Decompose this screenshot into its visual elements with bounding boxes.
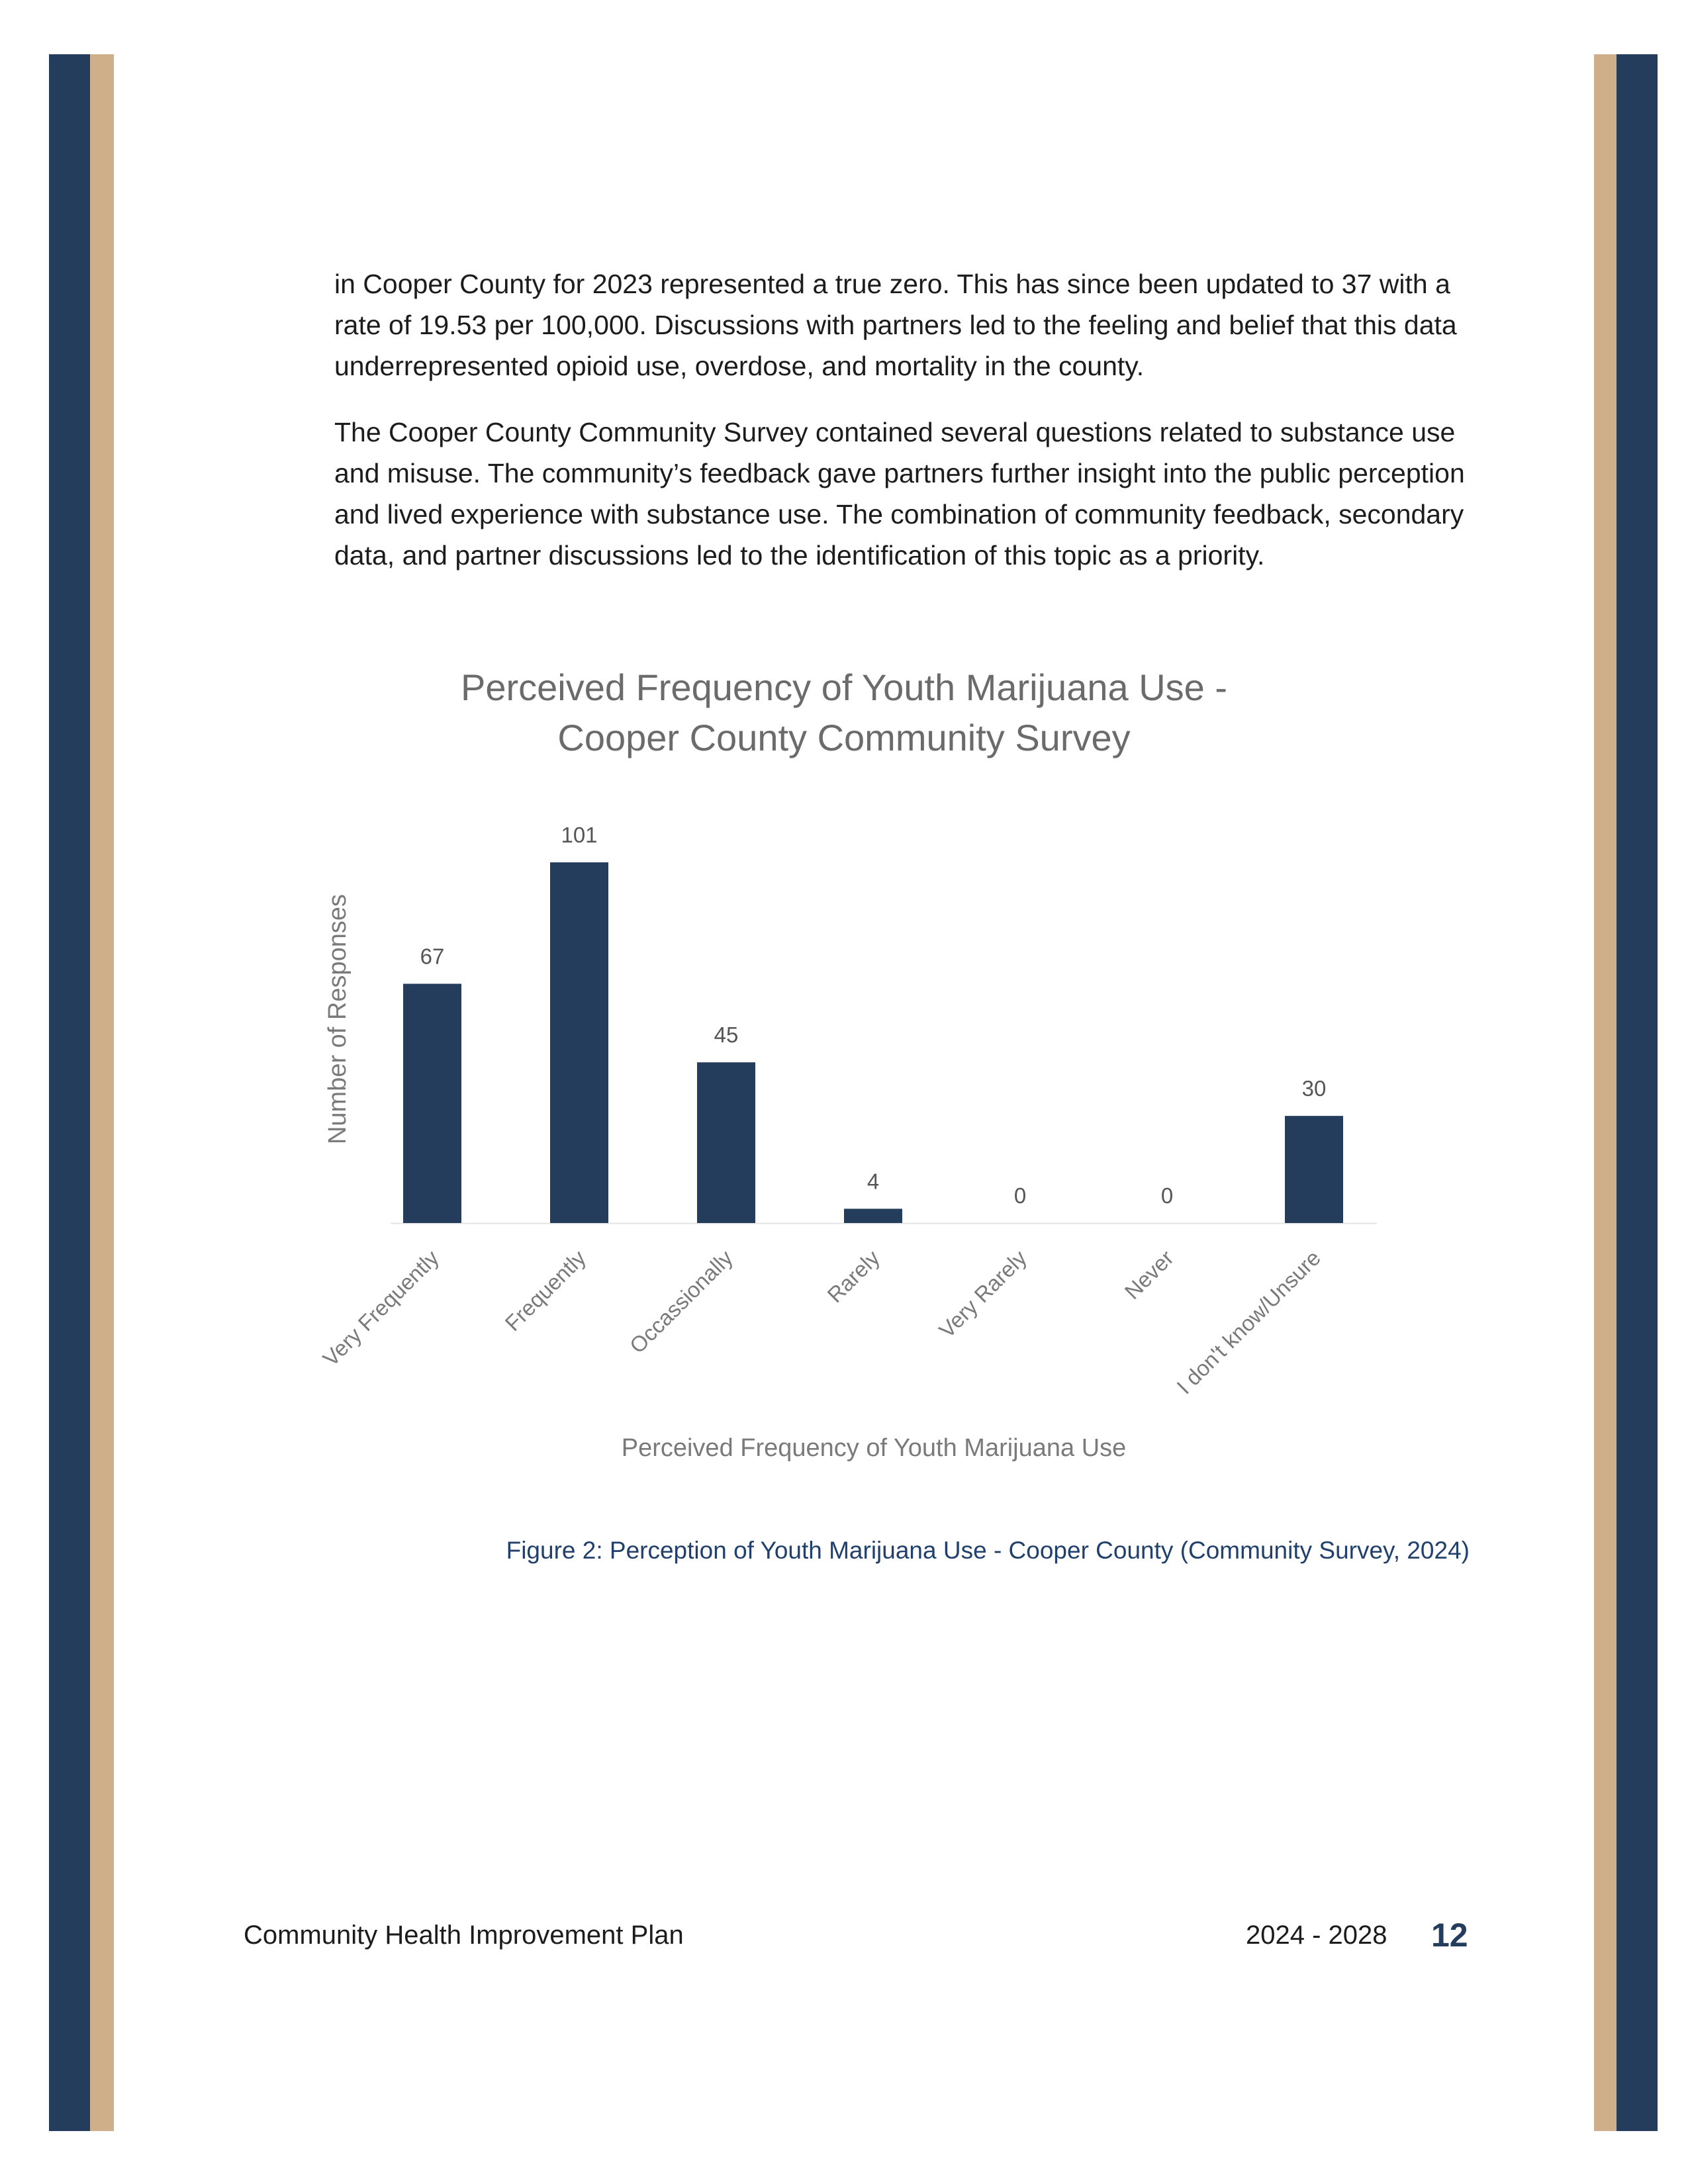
x-tick-label: Frequently bbox=[500, 1245, 590, 1336]
x-axis-label: Perceived Frequency of Youth Marijuana Use bbox=[621, 1434, 1127, 1462]
data-label: 101 bbox=[561, 823, 598, 847]
bar bbox=[550, 862, 608, 1223]
x-tick-label: Very Frequently bbox=[318, 1245, 444, 1371]
x-tick-label: Rarely bbox=[822, 1245, 884, 1308]
chart-title-line-1: Perceived Frequency of Youth Marijuana Use - bbox=[461, 666, 1227, 708]
x-tick-label: I don't know/Unsure bbox=[1172, 1245, 1325, 1399]
body-paragraph-2: The Cooper County Community Survey contained several questions related to substance use and misuse. The community’s feedback gave partners further insight into the public perception and lived experience with substance use. The combination of community feedback, secondary data, and partner discussions led to the identification of this topic as a priority. bbox=[334, 417, 1465, 570]
body-paragraph-1: in Cooper County for 2023 represented a true zero. This has since been updated to 37 with a rate of 19.53 per 100,000. Discussions with partners led to the feeling and belief that this data underrepresented opioid use, overdose, and mortality in the county. bbox=[334, 269, 1457, 381]
y-axis-label: Number of Responses bbox=[324, 893, 352, 1145]
data-label: 30 bbox=[1301, 1076, 1327, 1101]
x-tick-label: Never bbox=[1119, 1245, 1178, 1304]
x-tick-label: Occassionally bbox=[624, 1245, 737, 1358]
chart-title-line-2: Cooper County Community Survey bbox=[557, 717, 1131, 758]
data-label: 0 bbox=[1013, 1183, 1027, 1208]
data-label: 45 bbox=[714, 1023, 739, 1048]
bar bbox=[403, 983, 461, 1223]
page-number: 12 bbox=[1431, 1917, 1468, 1954]
bar bbox=[844, 1208, 902, 1223]
bar bbox=[1285, 1116, 1343, 1223]
x-tick-label: Very Rarely bbox=[934, 1245, 1031, 1343]
data-label: 4 bbox=[867, 1169, 880, 1194]
bar bbox=[697, 1062, 755, 1223]
figure-caption: Figure 2: Perception of Youth Marijuana Use - Cooper County (Community Survey, 2024) bbox=[506, 1537, 1470, 1564]
data-label: 67 bbox=[420, 944, 445, 969]
footer-document-title: Community Health Improvement Plan bbox=[244, 1921, 684, 1950]
footer-years: 2024 - 2028 bbox=[1246, 1921, 1387, 1950]
data-label: 0 bbox=[1160, 1183, 1174, 1208]
